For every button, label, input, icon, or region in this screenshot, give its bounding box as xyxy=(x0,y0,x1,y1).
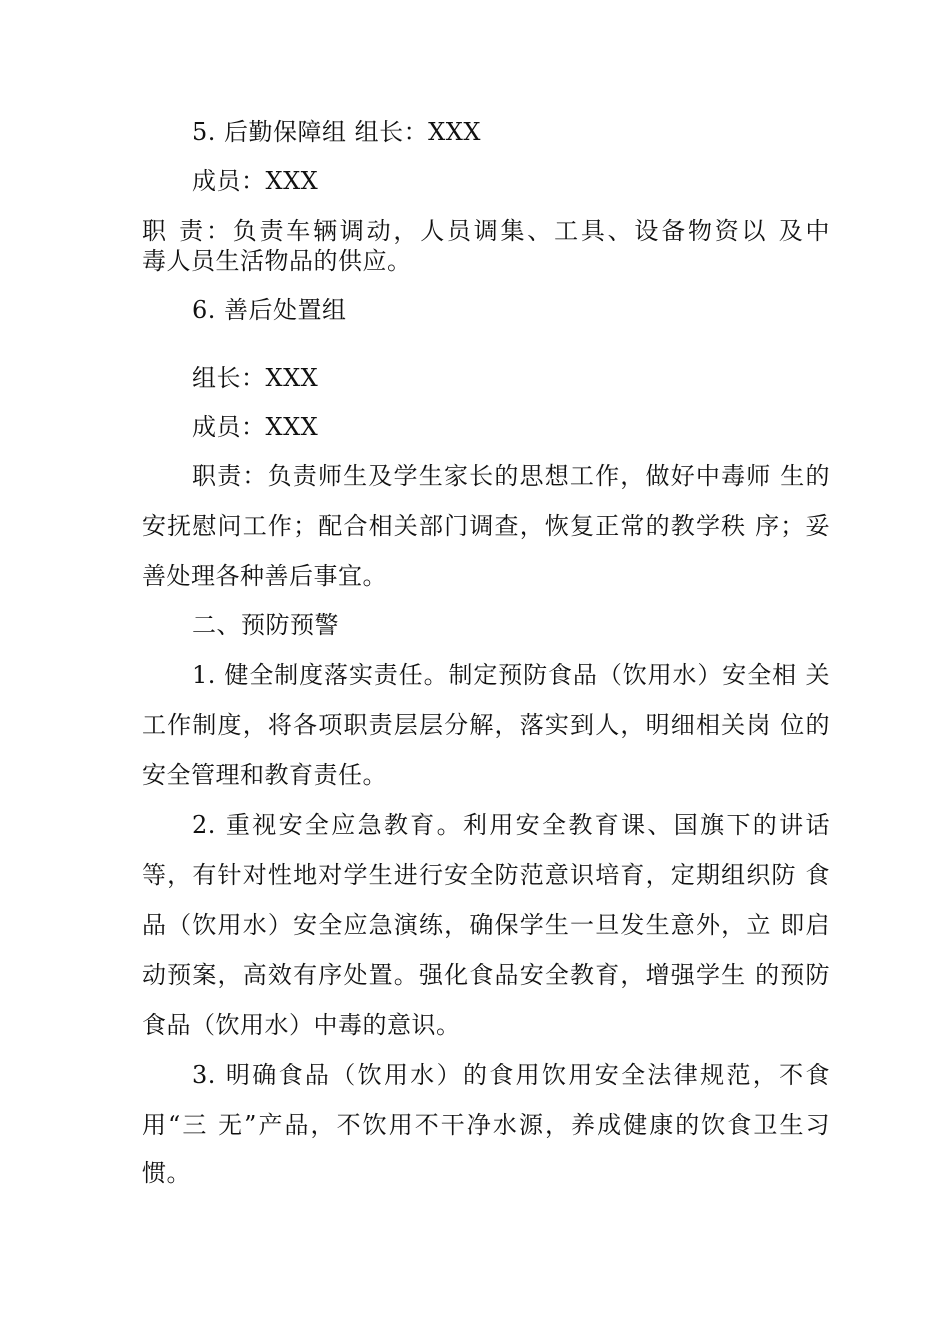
item-1-line-3: 安全管理和教育责任。 xyxy=(142,761,387,789)
item-2-line-1: 2. 重视安全应急教育。利用安全教育课、国旗下的讲话 xyxy=(192,811,830,839)
item-3-line-2: 用“三 无”产品，不饮用不干净水源，养成健康的饮食卫生习 xyxy=(142,1111,830,1139)
group6-duty-line-1: 职责：负责师生及学生家长的思想工作，做好中毒师 生的 xyxy=(192,462,830,490)
item-2-line-3: 品（饮用水）安全应急演练，确保学生一旦发生意外，立 即启 xyxy=(142,911,830,939)
item-1-line-1: 1. 健全制度落实责任。制定预防食品（饮用水）安全相 关 xyxy=(192,661,830,689)
group5-members: 成员：XXX xyxy=(192,167,319,195)
item-2-line-5: 食品（饮用水）中毒的意识。 xyxy=(142,1011,461,1039)
group5-title: 5. 后勤保障组 组长：XXX xyxy=(192,118,481,146)
item-1-line-2: 工作制度，将各项职责层层分解，落实到人，明细相关岗 位的 xyxy=(142,711,830,739)
item-3-line-1: 3. 明确食品（饮用水）的食用饮用安全法律规范，不食 xyxy=(192,1061,830,1089)
group5-duty-line-2: 毒人员生活物品的供应。 xyxy=(142,247,412,275)
item-2-line-4: 动预案，高效有序处置。强化食品安全教育，增强学生 的预防 xyxy=(142,961,830,989)
item-2-line-2: 等，有针对性地对学生进行安全防范意识培育，定期组织防 食 xyxy=(142,861,830,889)
item-3-line-3: 惯。 xyxy=(142,1159,191,1187)
section-2-heading: 二、预防预警 xyxy=(192,611,339,639)
group5-duty-line-1: 职 责：负责车辆调动，人员调集、工具、设备物资以 及中 xyxy=(142,217,830,245)
group6-duty-line-2: 安抚慰问工作；配合相关部门调查，恢复正常的教学秩 序；妥 xyxy=(142,512,830,540)
group6-title: 6. 善后处置组 xyxy=(192,296,347,324)
group6-leader: 组长：XXX xyxy=(192,364,319,392)
group6-members: 成员：XXX xyxy=(192,413,319,441)
group6-duty-line-3: 善处理各种善后事宜。 xyxy=(142,562,387,590)
